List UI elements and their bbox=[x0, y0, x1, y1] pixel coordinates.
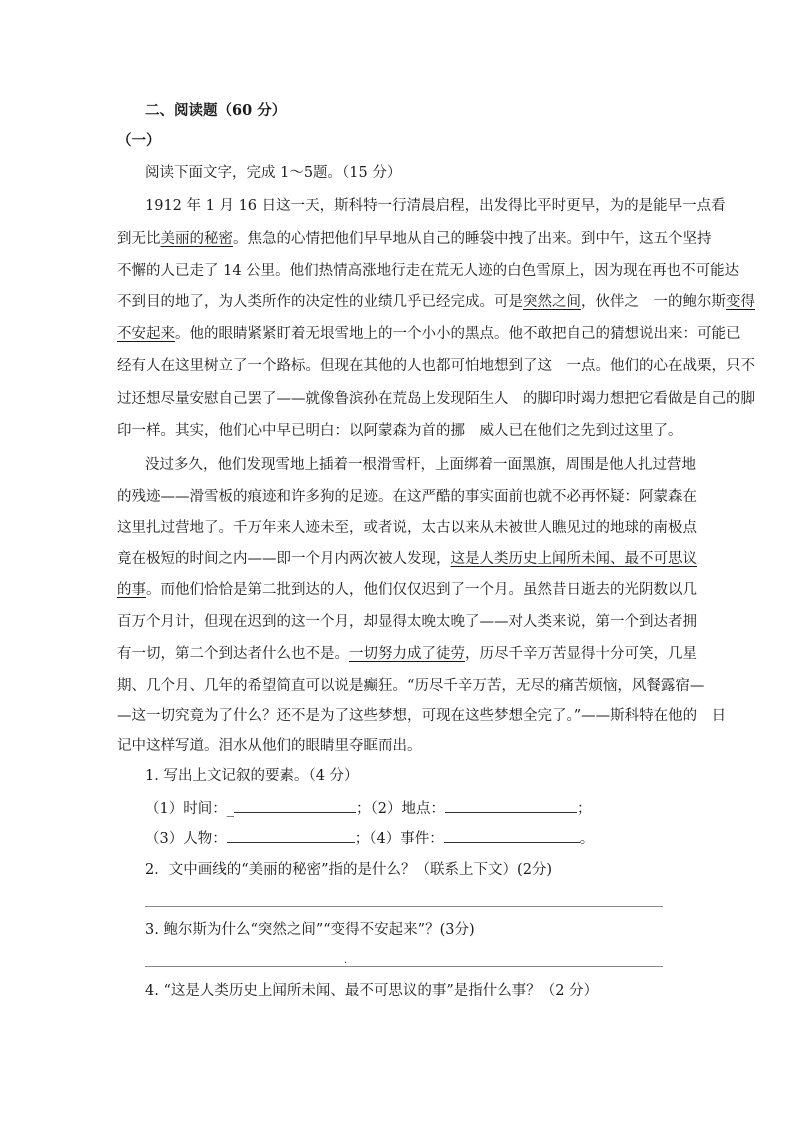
passage-line: 的事。而他们恰恰是第二批到达的人，他们仅仅迟到了一个月。虽然昔日逝去的光阴数以几 bbox=[117, 582, 697, 598]
answer-line-q3[interactable] bbox=[145, 966, 663, 967]
answer-line-q2[interactable] bbox=[145, 906, 663, 907]
answer-blank-place[interactable] bbox=[445, 798, 577, 813]
underlined-phrase-uneasy: 不安起来 bbox=[117, 326, 175, 342]
instruction: 阅读下面文字，完成 1～5题。（15 分） bbox=[145, 165, 402, 181]
passage-line: 没过多久，他们发现雪地上插着一根滑雪杆，上面绑着一面黑旗，周围是他人扎过营地 bbox=[145, 457, 696, 473]
answer-blank-people[interactable] bbox=[227, 828, 355, 843]
passage-line: —这一切究竟为了什么？还不是为了这些梦想，可现在这些梦想全完了。”——斯科特在他的 日 bbox=[117, 708, 727, 724]
passage-line: 这里扎过营地了。千万年来人迹未至，或者说，太古以来从未被世人瞧见过的地球的南极点 bbox=[117, 520, 697, 536]
question-1-row-1: （1）时间：_ ；（2）地点： ； bbox=[145, 798, 591, 819]
passage-line: 期、几个月、几年的希望简直可以说是癫狂。“历尽千辛万苦，无尽的痛苦烦恼，风餐露宿— bbox=[117, 678, 705, 694]
answer-blank-time[interactable] bbox=[234, 798, 356, 813]
question-1-row-2: （3）人物： ；（4）事件： 。 bbox=[145, 828, 594, 849]
passage-line: 1912 年 1 月 16 日这一天，斯科特一行清晨启程，出发得比平时更早，为的是能早一点看 bbox=[145, 198, 726, 214]
question-2: 2．文中画线的“美丽的秘密”指的是什么？（联系上下文）(2分) bbox=[145, 862, 553, 878]
section-title: 二、阅读题（60 分） bbox=[145, 102, 287, 119]
passage-line: 百万个月计，但现在迟到的这一个月，却显得太晚太晚了——对人类来说，第一个到达者拥 bbox=[117, 614, 697, 630]
passage-line: 记中这样写道。泪水从他们的眼睛里夺眶而出。 bbox=[117, 738, 422, 754]
answer-line-dot: . bbox=[344, 955, 348, 966]
underlined-phrase-beautiful-secret: 美丽的秘密 bbox=[160, 231, 233, 247]
passage-line: 不安起来。他的眼睛紧紧盯着无垠雪地上的一个小小的黑点。他不敢把自己的猜想说出来：可能已 bbox=[117, 326, 741, 342]
passage-line: 有一切，第二个到达者什么也不是。一切努力成了徒劳，历尽千辛万苦显得十分可笑，几星 bbox=[117, 646, 697, 662]
answer-blank-event[interactable] bbox=[444, 828, 580, 843]
question-4: 4. “这是人类历史上闻所未闻、最不可思议的事”是指什么事？（2 分） bbox=[145, 983, 599, 999]
passage-line: 不懈的人已走了 14 公里。他们热情高涨地行走在荒无人迹的白色雪原上，因为现在再也不可能达 bbox=[117, 263, 740, 279]
passage-line: 竟在极短的时间之内——即一个月内两次被人发现，这是人类历史上闻所未闻、最不可思议 bbox=[117, 551, 697, 567]
passage-line: 到无比美丽的秘密。焦急的心情把他们早早地从自己的睡袋中拽了出来。到中午，这五个坚持 bbox=[117, 231, 712, 247]
passage-line: 过还想尽量安慰自己罢了——就像鲁滨孙在荒岛上发现陌生人 的脚印时竭力想把它看做是自己的脚 bbox=[117, 391, 755, 407]
underlined-sentence-unprecedented: 这是人类历史上闻所未闻、最不可思议 bbox=[450, 551, 697, 567]
underlined-phrase-futile: 一切努力成了徒劳 bbox=[349, 646, 465, 662]
passage-line: 的残迹——滑雪板的痕迹和许多狗的足迹。在这严酷的事实面前也就不必再怀疑：阿蒙森在 bbox=[117, 489, 697, 505]
underlined-phrase-suddenly: 突然之间 bbox=[523, 294, 581, 310]
underlined-sentence-end: 的事 bbox=[117, 582, 146, 598]
passage-line: 不到目的地了，为人类所作的决定性的业绩几乎已经完成。可是突然之间，伙伴之 一的鲍尔斯变得 bbox=[117, 294, 755, 310]
question-3: 3. 鲍尔斯为什么“突然之间”“变得不安起来”？(3分) bbox=[145, 922, 475, 938]
question-1-title: 1. 写出上文记叙的要素。（4 分） bbox=[145, 768, 359, 784]
underlined-phrase-became: 变得 bbox=[726, 294, 755, 310]
part-label: （一） bbox=[117, 132, 161, 149]
passage-line: 经有人在这里树立了一个路标。但现在其他的人也都可怕地想到了这 一点。他们的心在战栗，只不 bbox=[117, 358, 755, 374]
passage-line: 印一样。其实，他们心中早已明白：以阿蒙森为首的挪 威人已在他们之先到过这里了。 bbox=[117, 423, 683, 439]
